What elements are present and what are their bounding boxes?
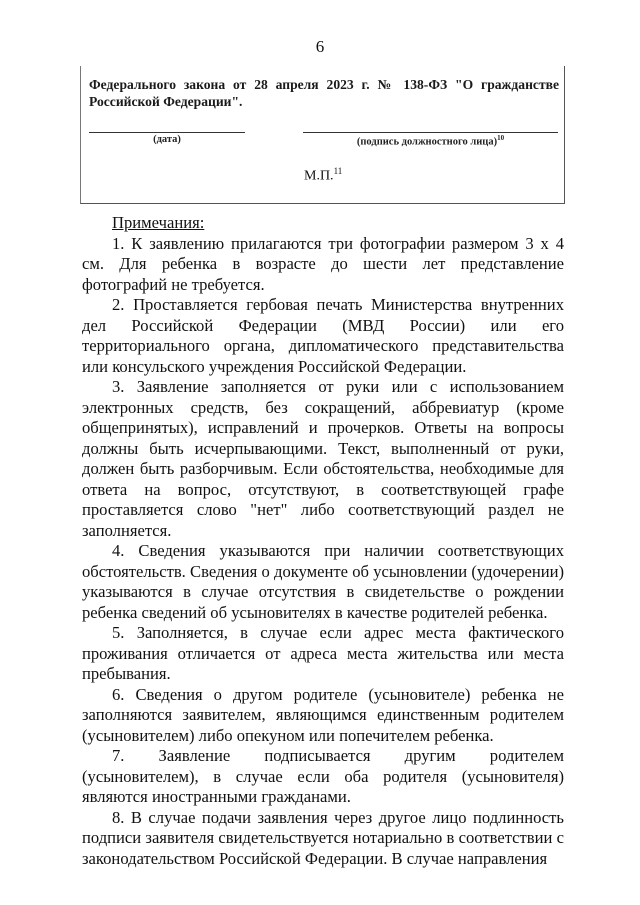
signature-caption-wrap — [303, 134, 558, 148]
note-item-2: 2. Проставляется гербовая печать Министерства внутренних дел Российской Федерации (МВД России) или его территориального органа, дипломатического представительства или консульского учреждения Российской Федерации. — [82, 295, 564, 376]
note-item-3: 3. Заявление заполняется от руки или с использованием электронных средств, без сокращений, аббревиатур (кроме общепринятых), исправлений и прочерков. Ответы на вопросы должны быть исчерпывающими. Текст, выполненный от руки, должен быть разборчивым. Если обстоятельства, необходимые для ответа на вопрос, отсутствуют, в соответствующей графе проставляется слово "нет" либо соответствующий раздел не заполняется. — [82, 377, 564, 540]
law-reference-text: Федерального закона от 28 апреля 2023 г. № 138-ФЗ "О гражданстве Российской Федерации". — [89, 77, 559, 109]
note-item-8: 8. В случае подачи заявления через другое лицо подлинность подписи заявителя свидетельствуется нотариально в соответствии с законодательством Российской Федерации. В случае направления — [82, 807, 564, 868]
note-item-7: 7. Заявление подписывается другим родителем (усыновителем), в случае если оба родителя (усыновителя) являются иностранными гражданами. — [82, 746, 564, 806]
stamp-place — [304, 166, 342, 185]
notes-title: Примечания: — [112, 213, 205, 232]
date-line — [89, 132, 245, 133]
note-item-1: 1. К заявлению прилагаются три фотографии размером 3 х 4 см. Для ребенка в возрасте до шести лет представление фотографий не требуется. — [82, 233, 564, 294]
note-item-4: 4. Сведения указываются при наличии соответствующих обстоятельств. Сведения о документе об усыновлении (удочерении) указываются в случае отсутствия в свидетельстве о рождении ребенка сведений об усыновителях в качестве родителей ребенка. — [82, 541, 564, 622]
signature-line — [303, 132, 558, 133]
form-signature-box — [80, 66, 565, 204]
stamp-footnote-ref: 11 — [333, 166, 343, 176]
signature-caption: (подпись должностного лица) — [356, 136, 498, 148]
stamp-label: М.П. — [304, 168, 334, 184]
signature-footnote-ref: 10 — [497, 134, 505, 142]
notes-section — [82, 213, 564, 869]
date-caption: (дата) — [153, 134, 181, 145]
note-item-5: 5. Заполняется, в случае если адрес места фактического проживания отличается от адреса места жительства или места пребывания. — [82, 623, 564, 683]
page-number: 6 — [315, 37, 325, 56]
note-item-6: 6. Сведения о другом родителе (усыновителе) ребенка не заполняются заявителем, являющимся единственным родителем (усыновителем) либо опекуном или попечителем ребенка. — [82, 684, 564, 745]
